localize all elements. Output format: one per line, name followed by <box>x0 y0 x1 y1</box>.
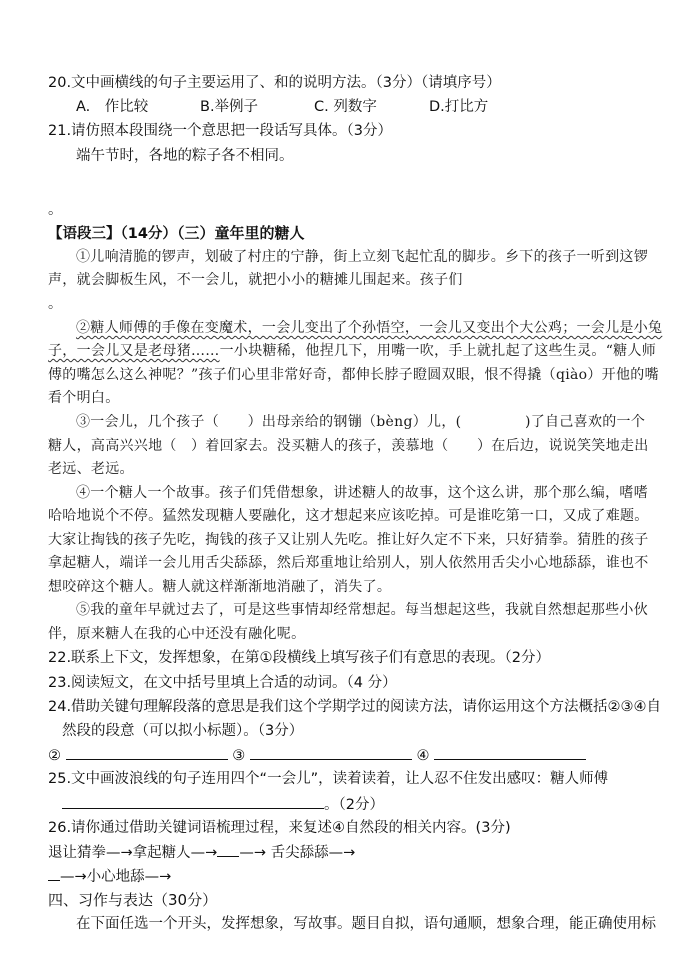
q21-period-mark: 。 <box>48 202 63 218</box>
q24-answer-blank-4[interactable] <box>434 745 586 760</box>
q26-flow-row-2 <box>48 866 171 887</box>
section-4-title: 四、习作与表达（30分） <box>48 891 218 909</box>
section-4-instruction: 在下面任选一个开头，发挥想象，写故事。题目自拟，语句通顺，想象合理，能正确使用标 <box>76 916 656 932</box>
p4-line-4: 拿起糖人，端详一会儿用舌尖舔舔，然后郑重地让给别人，别人依然用舌尖小心地舔舔，谁也不 <box>48 555 649 571</box>
q24-stem-line-1: 24.借助关键句理解段落的意思是我们这个学期学过的阅读方法，请你运用这个方法概括②③④自 <box>48 699 662 715</box>
p2-line-4: 看个明白。 <box>48 390 120 406</box>
q24-answer-blank-2[interactable] <box>66 745 228 760</box>
p2-line-2 <box>48 341 656 361</box>
p1-line-2: 声，就会脚板生风，不一会儿，就把小小的糖摊儿围起来。孩子们 <box>48 272 463 288</box>
p4-line-1: ④一个糖人一个故事。孩子们凭借想象，讲述糖人的故事，这个这么讲，那个那么编，嗜嗜 <box>76 485 648 501</box>
p2-line-1-wavy: ②糖人师傅的手像在变魔术，一会儿变出了个孙悟空，一会儿又变出个大公鸡；一会儿是小兔 <box>76 320 663 336</box>
q24-answer-blank-3[interactable] <box>250 745 412 760</box>
q26-flow-part-b: —→ 舌尖舔舔—→ <box>239 845 356 861</box>
p4-line-2: 哈哈地说个不停。猛然发现糖人要融化，这才想起来应该吃掉。可是谁吃第一口，又成了难题。 <box>48 508 649 524</box>
q24-stem-line-2: 然段的段意（可以拟小标题）。（3分） <box>62 723 304 739</box>
q26-flow-blank-2[interactable] <box>48 866 60 881</box>
p5-line-1: ⑤我的童年早就过去了，可是这些事情却经常想起。每当想起这些，我就自然想起那些小伙 <box>76 602 648 618</box>
q25-score: 。（2分） <box>324 797 384 813</box>
passage-section-label: 【语段三】（14分） <box>48 226 177 242</box>
q23-stem: 23.阅读短文，在文中括号里填上合适的动词。（4 分） <box>48 675 397 691</box>
p3-line-1-part-b: )了自己喜欢的一个 <box>525 414 646 430</box>
q25-answer-row <box>62 794 384 815</box>
q21-stem: 21.请仿照本段围绕一个意思把一段话写具体。（3分） <box>48 123 393 139</box>
p1-period-mark: 。 <box>48 296 63 312</box>
passage-title <box>48 223 304 244</box>
q26-flow-blank-1[interactable] <box>217 842 239 857</box>
q21-sentence: 端午节时，各地的粽子各不相同。 <box>76 148 294 164</box>
q20-option-a: A. 作比较 <box>76 99 149 115</box>
p2-line-2-wavy: 子，一会儿又是老母猪…… <box>48 343 220 359</box>
q24-label-3: ③ <box>232 748 246 764</box>
q22-stem: 22.联系上下文，发挥想象，在第①段横线上填写孩子们有意思的表现。（2分） <box>48 650 551 666</box>
q20-option-c: C. 列数字 <box>314 99 377 115</box>
passage-title-text: （三）童年里的糖人 <box>176 224 305 242</box>
p5-line-2: 伴，原来糖人在我的心中还没有融化呢。 <box>48 626 306 642</box>
q24-label-4: ④ <box>416 748 430 764</box>
p1-line-1: ①儿响清脆的锣声，划破了村庄的宁静，街上立刻飞起忙乱的脚步。乡下的孩子一听到这锣 <box>76 249 648 265</box>
q25-stem: 25.文中画波浪线的句子连用四个“一会儿”，读着读着，让人忍不住发出感叹：糖人师傅 <box>48 771 609 787</box>
p4-line-5: 想咬碎这个糖人。糖人就这样渐渐地消融了，消失了。 <box>48 579 392 595</box>
q26-flow-part-c: —→小心地舔—→ <box>60 869 172 885</box>
p3-line-3: 老远、老远。 <box>48 461 134 477</box>
q20-option-b: B.举例子 <box>200 99 259 115</box>
q24-label-2: ② <box>48 748 61 764</box>
q20-option-d: D.打比方 <box>429 99 489 115</box>
q26-flow-row-1 <box>48 842 355 863</box>
p3-line-2: 糖人，高高兴兴地（ ）着回家去。没买糖人的孩子，羡慕地（ ）在后边，说说笑笑地走出 <box>48 438 649 454</box>
p3-line-1-part-a: ③一会儿，几个孩子（ ）出母亲给的钢镚（bèng）儿，( <box>76 414 462 430</box>
q20-stem: 20.文中画横线的句子主要运用了、和的说明方法。（3分）（请填序号） <box>48 75 501 91</box>
q26-flow-part-a: 退让猜拳—→拿起糖人—→ <box>48 845 218 861</box>
p2-line-3: 傅的嘴怎么这么神呢？”孩子们心里非常好奇，都伸长脖子瞪圆双眼，恨不得撬（qiào）开他的嘴 <box>48 367 659 383</box>
p4-line-3: 大家让掏钱的孩子先吃，掏钱的孩子又让别人先吃。推让好久定不下来，只好猜拳。猜胜的孩子 <box>48 532 649 548</box>
p2-line-2-rest: 一小块糖稀，他捏几下，用嘴一吹，手上就扎起了这些生灵。“糖人师 <box>219 343 657 359</box>
q24-answer-row <box>48 745 586 766</box>
q25-answer-blank[interactable] <box>62 794 324 809</box>
q26-stem: 26.请你通过借助关键词语梳理过程，来复述④自然段的相关内容。(3分) <box>48 820 511 836</box>
